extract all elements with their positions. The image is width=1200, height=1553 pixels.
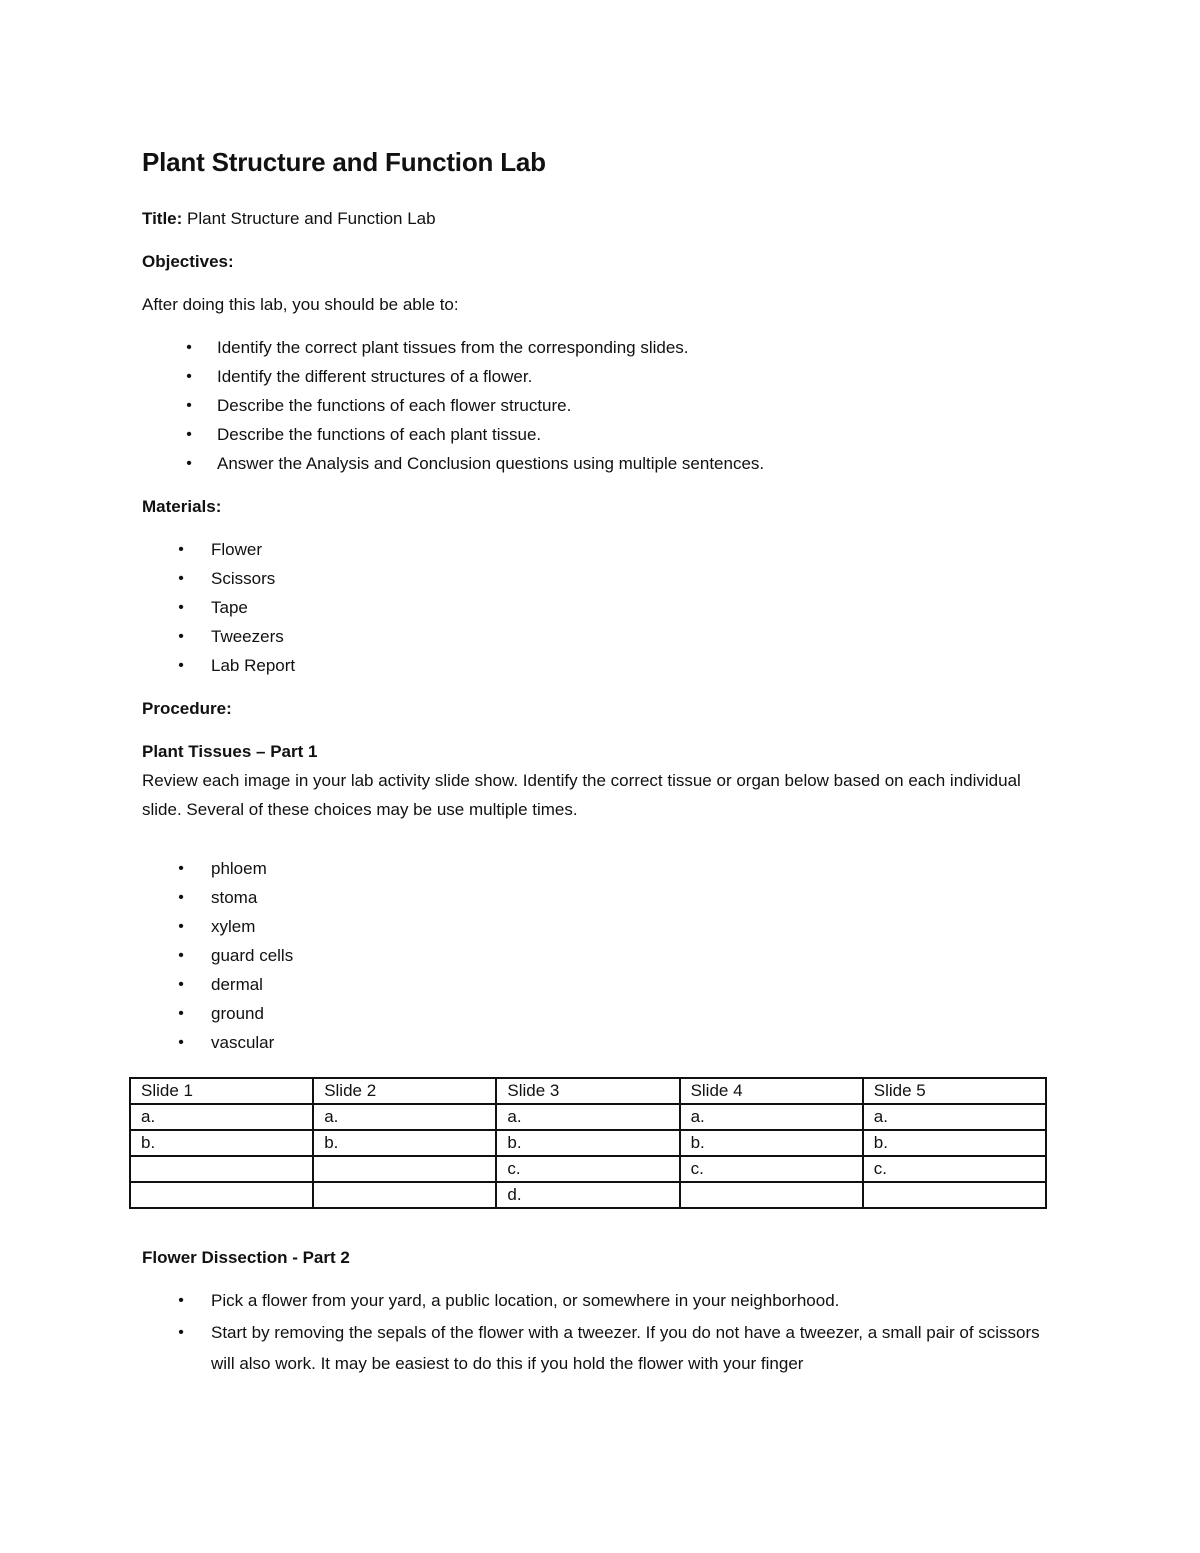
table-cell: b. [130, 1130, 313, 1156]
bullet-icon: • [178, 1034, 184, 1051]
table-row [130, 1156, 1046, 1182]
bullet-icon: • [186, 368, 192, 385]
table-cell [313, 1156, 496, 1182]
table-cell: a. [496, 1104, 679, 1130]
list-item: • Scissors [142, 564, 1052, 593]
table-cell: b. [863, 1130, 1046, 1156]
table-header-row [130, 1078, 1046, 1104]
part1-text: Review each image in your lab activity slide show. Identify the correct tissue or organ below based on each individual slide. Several of these choices may be use multiple times. [142, 771, 1021, 819]
bullet-icon: • [178, 570, 184, 587]
list-item: • Lab Report [142, 651, 1052, 680]
list-item: • stoma [142, 883, 1052, 912]
bullet-icon: • [178, 599, 184, 616]
bullet-icon: • [178, 657, 184, 674]
list-item: • dermal [142, 970, 1052, 999]
table-cell: a. [863, 1104, 1046, 1130]
part2-heading: Flower Dissection - Part 2 [142, 1248, 350, 1267]
bullet-icon: • [186, 339, 192, 356]
table-header-cell: Slide 1 [130, 1078, 313, 1104]
title-line [142, 204, 1052, 233]
tissues-list [142, 854, 1052, 1057]
objectives-label: Objectives: [142, 252, 234, 271]
table-cell: d. [496, 1182, 679, 1208]
bullet-icon: • [186, 426, 192, 443]
bullet-icon: • [178, 1324, 184, 1341]
bullet-icon: • [178, 918, 184, 935]
bullet-icon: • [178, 947, 184, 964]
list-item: • Describe the functions of each flower structure. [142, 391, 1052, 420]
table-cell [313, 1182, 496, 1208]
list-item: • Tweezers [142, 622, 1052, 651]
part2-steps-list [142, 1286, 1052, 1379]
document-page [142, 140, 1052, 1393]
table-header-cell: Slide 4 [680, 1078, 863, 1104]
list-item: • Start by removing the sepals of the flower with a tweezer. If you do not have a tweezer, a small pair of scissors will also work. It may be easiest to do this if you hold the flower with your finger [142, 1317, 1052, 1379]
list-item: • Tape [142, 593, 1052, 622]
table-cell [130, 1182, 313, 1208]
table-cell: c. [680, 1156, 863, 1182]
bullet-icon: • [178, 1005, 184, 1022]
bullet-icon: • [178, 889, 184, 906]
list-item: • phloem [142, 854, 1052, 883]
table-cell: b. [496, 1130, 679, 1156]
list-item: • Flower [142, 535, 1052, 564]
bullet-icon: • [178, 1292, 184, 1309]
list-item: • Pick a flower from your yard, a public location, or somewhere in your neighborhood. [142, 1286, 1052, 1315]
table-cell [680, 1182, 863, 1208]
part1-heading: Plant Tissues – Part 1 [142, 742, 318, 761]
materials-list [142, 535, 1052, 680]
table-cell: a. [130, 1104, 313, 1130]
bullet-icon: • [186, 455, 192, 472]
materials-label: Materials: [142, 497, 222, 516]
bullet-icon: • [178, 541, 184, 558]
list-item: • xylem [142, 912, 1052, 941]
procedure-label: Procedure: [142, 699, 232, 718]
list-item: • vascular [142, 1028, 1052, 1057]
list-item: • Identify the correct plant tissues from the corresponding slides. [142, 333, 1052, 362]
table-header-cell: Slide 2 [313, 1078, 496, 1104]
list-item: • ground [142, 999, 1052, 1028]
table-row [130, 1104, 1046, 1130]
list-item: • Answer the Analysis and Conclusion questions using multiple sentences. [142, 449, 1052, 478]
table-cell: a. [313, 1104, 496, 1130]
bullet-icon: • [178, 628, 184, 645]
list-item: • Describe the functions of each plant tissue. [142, 420, 1052, 449]
table-cell: c. [496, 1156, 679, 1182]
bullet-icon: • [178, 860, 184, 877]
table-cell: c. [863, 1156, 1046, 1182]
table-cell: a. [680, 1104, 863, 1130]
table-cell: b. [680, 1130, 863, 1156]
title-value: Plant Structure and Function Lab [182, 209, 436, 228]
objectives-list [142, 333, 1052, 478]
table-cell [130, 1156, 313, 1182]
table-row [130, 1130, 1046, 1156]
document-heading: Plant Structure and Function Lab [142, 147, 546, 177]
table-row [130, 1182, 1046, 1208]
table-header-cell: Slide 3 [496, 1078, 679, 1104]
title-label: Title: [142, 209, 183, 228]
table-cell [863, 1182, 1046, 1208]
table-header-cell: Slide 5 [863, 1078, 1046, 1104]
bullet-icon: • [186, 397, 192, 414]
bullet-icon: • [178, 976, 184, 993]
list-item: • Identify the different structures of a flower. [142, 362, 1052, 391]
objectives-intro: After doing this lab, you should be able to: [142, 295, 459, 314]
list-item: • guard cells [142, 941, 1052, 970]
table-cell: b. [313, 1130, 496, 1156]
slides-table [129, 1077, 1047, 1209]
